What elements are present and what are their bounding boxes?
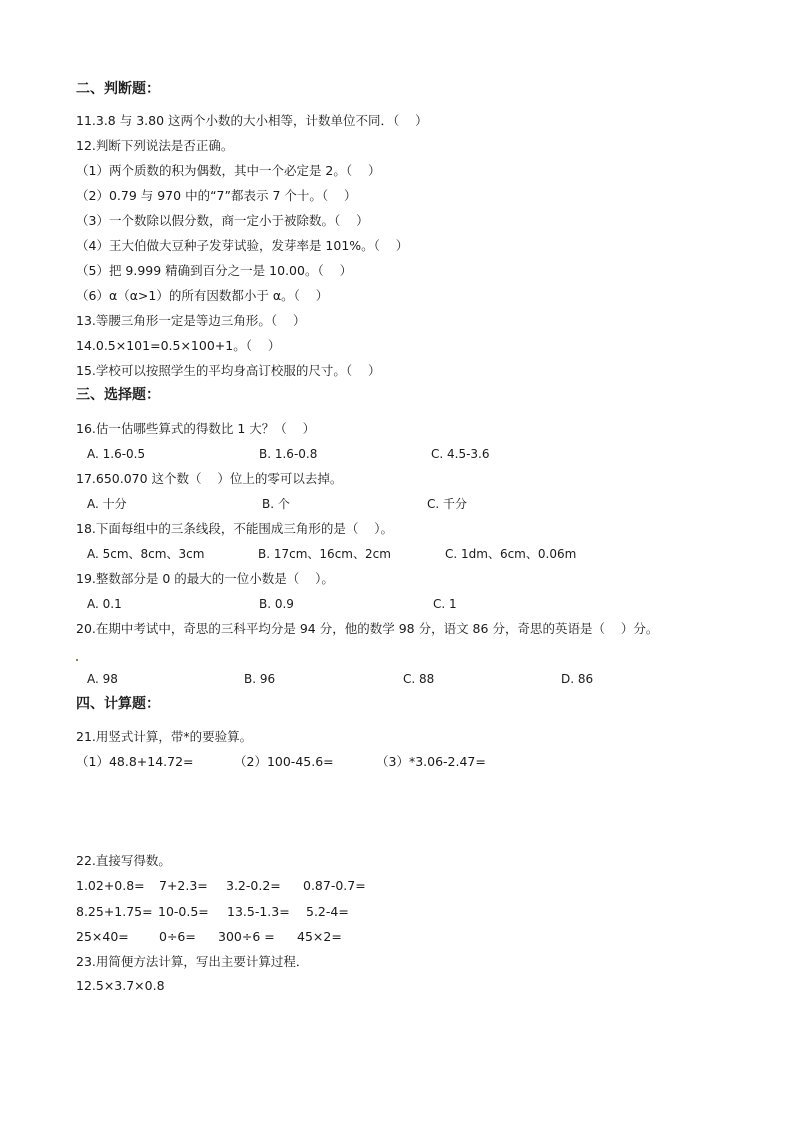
section-heading-choice: 三、选择题： [76,387,160,403]
question-20: 20.在期中考试中，奇思的三科平均分是 94 分，他的数学 98 分，语文 86 分，奇思的英语是（ ）分。 [76,621,659,636]
question-16-option-a: A. 1.6-0.5 [87,447,146,461]
question-19-option-b: B. 0.9 [259,597,294,611]
section-heading-calc: 四、计算题： [76,696,160,712]
question-21: 21.用竖式计算，带*的要验算。 [76,729,253,744]
question-20-option-c: C. 88 [403,672,435,686]
question-22-cell: 1.02+0.8= [76,878,145,893]
question-12-item-5: （5）把 9.999 精确到百分之一是 10.00。（ ） [76,263,353,278]
question-17: 17.650.070 这个数（ ）位上的零可以去掉。 [76,471,343,486]
question-12-item-2: （2）0.79 与 970 中的“7”都表示 7 个十。（ ） [76,188,357,203]
question-18: 18.下面每组中的三条线段，不能围成三角形的是（ ）。 [76,521,394,536]
question-21-item-3: （3）*3.06-2.47= [376,754,486,769]
question-22-cell: 45×2= [297,929,342,944]
question-19-option-c: C. 1 [433,597,457,611]
section-heading-judge: 二、判断题： [76,81,160,97]
question-22-cell: 7+2.3= [159,878,208,893]
question-20-option-a: A. 98 [87,672,118,686]
question-20-option-d: D. 86 [561,672,594,686]
question-12-item-4: （4）王大伯做大豆种子发芽试验，发芽率是 101%。（ ） [76,238,409,253]
question-17-option-a: A. 十分 [87,497,127,511]
question-19: 19.整数部分是 0 的最大的一位小数是（ ）。 [76,571,334,586]
question-21-item-1: （1）48.8+14.72= [76,754,194,769]
question-20-option-b: B. 96 [244,672,276,686]
question-22-cell: 10-0.5= [158,904,209,919]
question-11: 11.3.8 与 3.80 这两个小数的大小相等，计数单位不同．（ ） [76,113,428,128]
question-18-option-a: A. 5cm、8cm、3cm [87,547,205,561]
question-16-option-b: B. 1.6-0.8 [259,447,318,461]
question-13: 13.等腰三角形一定是等边三角形。（ ） [76,313,306,328]
question-22-cell: 0.87-0.7= [303,878,366,893]
question-22-cell: 8.25+1.75= [76,904,153,919]
question-17-option-b: B. 个 [262,497,290,511]
question-18-option-c: C. 1dm、6cm、0.06m [445,547,577,561]
question-22-cell: 25×40= [76,929,129,944]
question-22-cell: 0÷6= [159,929,196,944]
question-18-option-b: B. 17cm、16cm、2cm [258,547,391,561]
question-12: 12.判断下列说法是否正确。 [76,138,234,153]
question-17-option-c: C. 千分 [427,497,468,511]
question-14: 14.0.5×101=0.5×100+1。（ ） [76,338,281,353]
question-12-item-6: （6）α（α>1）的所有因数都小于 α。（ ） [76,288,329,303]
question-22: 22.直接写得数。 [76,853,171,868]
question-22-cell: 5.2-4= [306,904,349,919]
question-22-cell: 300÷6 = [218,929,275,944]
question-12-item-1: （1）两个质数的积为偶数，其中一个必定是 2。（ ） [76,163,381,178]
question-19-option-a: A. 0.1 [87,597,122,611]
stray-mark [76,659,78,661]
question-23: 23.用简便方法计算，写出主要计算过程． [76,954,309,969]
question-23-expression: 12.5×3.7×0.8 [76,978,165,993]
question-22-cell: 3.2-0.2= [226,878,281,893]
question-12-item-3: （3）一个数除以假分数，商一定小于被除数。（ ） [76,213,369,228]
question-16: 16.估一估哪些算式的得数比 1 大？（ ） [76,421,316,436]
question-16-option-c: C. 4.5-3.6 [431,447,490,461]
question-22-cell: 13.5-1.3= [227,904,290,919]
question-21-item-2: （2）100-45.6= [234,754,334,769]
question-15: 15.学校可以按照学生的平均身高订校服的尺寸。（ ） [76,363,381,378]
